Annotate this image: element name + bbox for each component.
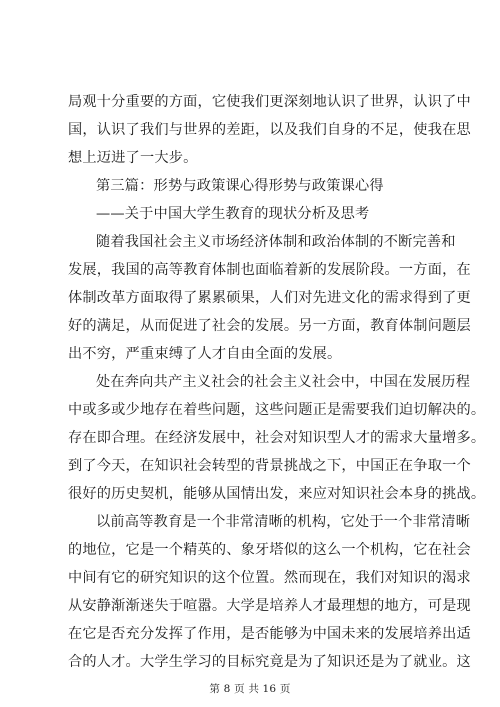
- body-text-line: 中或多或少地存在着些问题，这些问题正是需要我们迫切解决的。: [68, 402, 486, 418]
- body-text-line: 随着我国社会主义市场经济体制和政治体制的不断完善和: [96, 234, 456, 250]
- body-text-line: 体制改革方面取得了累累硕果，人们对先进文化的需求得到了更: [68, 290, 471, 306]
- body-text-line: 从安静渐渐迷失于喧嚣。大学是培养人才最理想的地方，可是现: [68, 598, 471, 614]
- body-text-line: 很好的历史契机，能够从国情出发，来应对知识社会本身的挑战。: [68, 486, 486, 502]
- page-number-footer: 第 8 页 共 16 页: [209, 683, 291, 695]
- body-text-line: 中间有它的研究知识的这个位置。然而现在，我们对知识的渴求: [68, 570, 471, 586]
- body-text-line: 发展，我国的高等教育体制也面临着新的发展阶段。一方面，在: [68, 262, 471, 278]
- body-text-line: 国，认识了我们与世界的差距，以及我们自身的不足，使我在思: [68, 122, 471, 138]
- body-text-line: 到了今天，在知识社会转型的背景挑战之下，中国正在争取一个: [68, 458, 471, 474]
- body-text-line: 想上迈进了一大步。: [68, 150, 198, 166]
- body-text-line: 处在奔向共产主义社会的社会主义社会中，中国在发展历程: [96, 374, 471, 390]
- body-text-line: 以前高等教育是一个非常清晰的机构，它处于一个非常清晰: [96, 514, 471, 530]
- body-text-line: 在它是否充分发挥了作用，是否能够为中国未来的发展培养出适: [68, 626, 471, 642]
- body-text-line: 的地位，它是一个精英的、象牙塔似的这么一个机构，它在社会: [68, 542, 471, 558]
- body-text-line: 出不穷，严重束缚了人才自由全面的发展。: [68, 346, 342, 362]
- section-subheading: ——关于中国大学生教育的现状分析及思考: [96, 206, 370, 222]
- body-text-line: 好的满足，从而促进了社会的发展。另一方面，教育体制问题层: [68, 318, 471, 334]
- section-heading: 第三篇：形势与政策课心得形势与政策课心得: [96, 178, 384, 194]
- body-text-line: 存在即合理。在经济发展中，社会对知识型人才的需求大量增多。: [68, 430, 486, 446]
- body-text-line: 局观十分重要的方面，它使我们更深刻地认识了世界，认识了中: [68, 94, 471, 110]
- body-text-line: 合的人才。大学生学习的目标究竟是为了知识还是为了就业。这: [68, 654, 471, 670]
